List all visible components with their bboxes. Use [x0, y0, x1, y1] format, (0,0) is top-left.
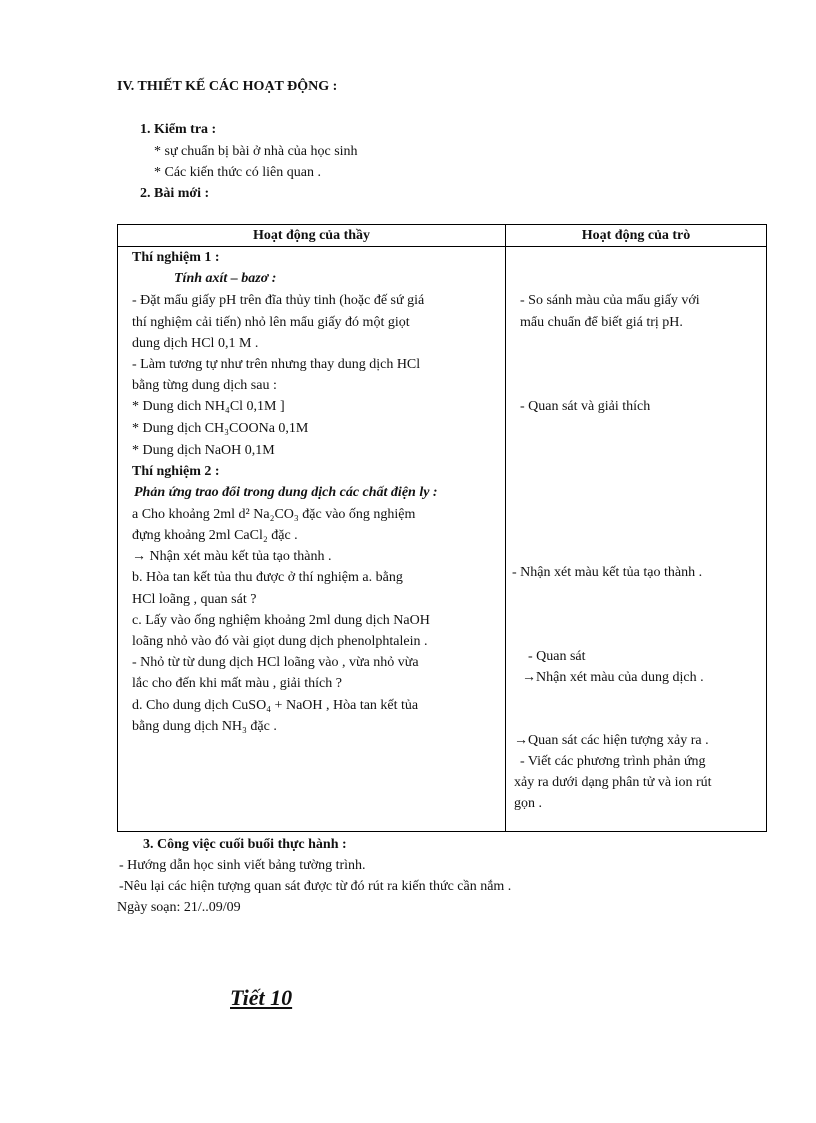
teacher-line: - Nhỏ từ từ dung dịch HCl loãng vào , vừa nhỏ vừa	[132, 655, 419, 670]
cong-viec-item: -Nêu lại các hiện tượng quan sát được từ đó rút ra kiến thức cần nắm .	[119, 879, 512, 894]
exp1-subtitle: Tính axít – bazơ :	[174, 271, 277, 286]
teacher-line: * Dung dịch CH₃COONa 0,1M	[132, 421, 309, 436]
activity-table	[117, 224, 767, 832]
student-line: - Viết các phương trình phản ứng	[520, 754, 706, 769]
student-line: - Quan sát và giải thích	[520, 399, 651, 414]
teacher-line: - Làm tương tự như trên nhưng thay dung dịch HCl	[132, 357, 421, 372]
teacher-line: d. Cho dung dịch CuSO₄ + NaOH , Hòa tan kết tủa	[132, 698, 419, 713]
teacher-line: bằng dung dịch NH₃ đặc .	[132, 719, 277, 734]
teacher-line: b. Hòa tan kết tủa thu được ở thí nghiệm a. bằng	[132, 570, 403, 585]
student-line: mẩu chuẩn để biết giá trị pH.	[520, 315, 683, 330]
exp1-title: Thí nghiệm 1 :	[132, 250, 220, 265]
teacher-line: thí nghiệm cải tiến) nhỏ lên mẩu giấy đó một giọt	[132, 315, 410, 330]
section-title: IV. THIẾT KẾ CÁC HOẠT ĐỘNG :	[117, 79, 338, 94]
student-header: Hoạt động của trò	[506, 225, 767, 247]
bai-moi-heading: 2. Bài mới :	[140, 186, 210, 201]
teacher-line: loãng nhỏ vào đó vài giọt dung dịch phenolphtalein .	[132, 634, 428, 649]
teacher-column	[118, 247, 506, 832]
student-line: - Nhận xét màu kết tủa tạo thành .	[512, 565, 703, 580]
cong-viec-item: - Hướng dẫn học sinh viết bảng tường trình.	[119, 858, 366, 873]
teacher-header: Hoạt động của thầy	[118, 225, 506, 247]
teacher-line: * Dung dich NH₄Cl 0,1M ]	[132, 399, 285, 414]
student-line: →Quan sát các hiện tượng xảy ra .	[514, 733, 709, 748]
teacher-line: a Cho khoảng 2ml d² Na₂CO₃ đặc vào ống nghiệm	[132, 507, 416, 522]
kiem-tra-item: * sự chuẩn bị bài ở nhà của học sinh	[154, 144, 358, 159]
teacher-line: - Đặt mẩu giấy pH trên đĩa thủy tinh (hoặc đế sứ giá	[132, 293, 425, 308]
lesson-title: Tiết 10	[230, 985, 293, 1010]
teacher-line: đựng khoảng 2ml CaCl₂ đặc .	[132, 528, 298, 543]
student-line: gọn .	[514, 796, 542, 811]
student-line: - Quan sát	[528, 649, 586, 664]
teacher-line: → Nhận xét màu kết tủa tạo thành .	[132, 549, 332, 564]
teacher-line: c. Lấy vào ống nghiệm khoảng 2ml dung dịch NaOH	[132, 613, 430, 628]
ngay-soan: Ngày soạn: 21/..09/09	[117, 900, 241, 915]
teacher-line: HCl loãng , quan sát ?	[132, 592, 257, 607]
exp2-subtitle: Phản ứng trao đổi trong dung dịch các chất điện ly :	[134, 485, 438, 500]
teacher-line: lắc cho đến khi mất màu , giải thích ?	[132, 676, 342, 691]
kiem-tra-item: * Các kiến thức có liên quan .	[154, 165, 321, 180]
student-column	[506, 247, 767, 832]
student-line: xảy ra dưới dạng phân tử và ion rút	[514, 775, 712, 790]
student-line: →Nhận xét màu của dung dịch .	[522, 670, 704, 685]
cong-viec-heading: 3. Công việc cuối buổi thực hành :	[143, 837, 347, 852]
teacher-line: dung dịch HCl 0,1 M .	[132, 336, 259, 351]
teacher-line: bằng từng dung dịch sau :	[132, 378, 277, 393]
student-line: - So sánh màu của mẩu giấy với	[520, 293, 700, 308]
kiem-tra-heading: 1. Kiểm tra :	[140, 122, 217, 137]
teacher-line: * Dung dịch NaOH 0,1M	[132, 443, 275, 458]
exp2-title: Thí nghiệm 2 :	[132, 464, 220, 479]
